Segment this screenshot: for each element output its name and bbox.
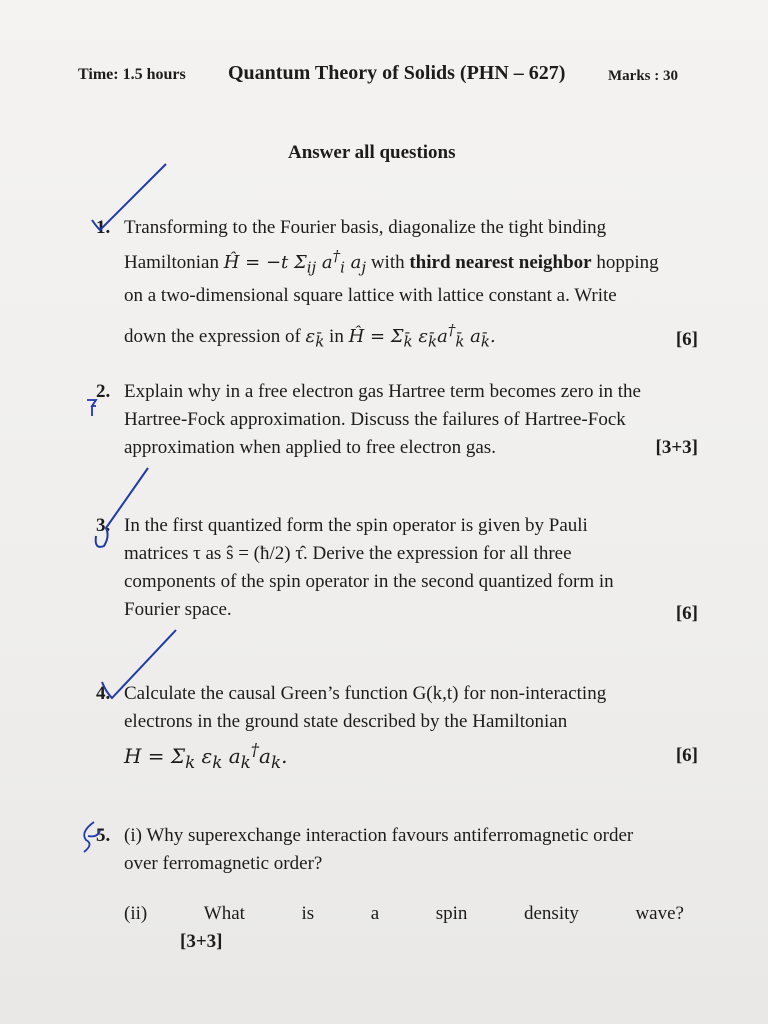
exam-duration: Time: 1.5 hours [78, 66, 186, 83]
question-number: 3. [96, 515, 111, 536]
total-marks: Marks : 30 [608, 68, 678, 84]
question-text: (ii) What is a spin density wave? [124, 903, 684, 924]
question-text: on a two-dimensional square lattice with lattice constant a. Write [124, 284, 617, 306]
math-expression: Ĥ = −t $\Sigma_{ij}$ $a^\dagger_i$ $a_j$ [223, 247, 367, 277]
question-text: Hartree-Fock approximation. Discuss the failures of Hartree-Fock [124, 409, 626, 430]
question-marks: [6] [675, 603, 698, 624]
question-marks: [6] [675, 745, 698, 766]
question-text: Explain why in a free electron gas Hartree term becomes zero in the [124, 381, 641, 402]
question-number: 1. [96, 217, 111, 238]
question-marks: [3+3] [655, 437, 698, 458]
question-number: 2. [96, 381, 111, 402]
course-title: Quantum Theory of Solids (PHN – 627) [228, 62, 566, 84]
text-segment: hopping [591, 252, 659, 273]
question-number: 5. [96, 825, 111, 846]
question-5 [96, 822, 704, 956]
question-4 [96, 680, 704, 777]
question-2 [96, 378, 704, 462]
question-text: electrons in the ground state described by the Hamiltonian [124, 711, 568, 732]
question-text: Fourier space. [124, 599, 232, 620]
emphasis-text: third nearest neighbor [409, 252, 592, 273]
math-expression: Ĥ = $\Sigma_{k̄}$ $\varepsilon_{k̄}a^\dagger_{k̄}$ $a_{k̄}$. [348, 320, 496, 351]
question-text: approximation when applied to free electron gas. [124, 437, 496, 458]
question-text: matrices τ as ŝ = (ħ/2) τ̂. Derive the expression for all three [124, 543, 572, 564]
math-expression: $\varepsilon_{k̄}$ [305, 325, 325, 351]
math-expression: $H = \Sigma_k$ $\varepsilon_k$ $a_k^\dagger a_k$. [124, 740, 288, 772]
question-text: over ferromagnetic order? [124, 853, 323, 874]
question-text: components of the spin operator in the second quantized form in [124, 571, 614, 592]
question-1 [96, 214, 704, 355]
text-segment: Hamiltonian [124, 252, 224, 273]
question-text: Transforming to the Fourier basis, diagonalize the tight binding [124, 217, 607, 238]
question-text: In the first quantized form the spin operator is given by Pauli [124, 515, 588, 536]
text-segment: with [366, 252, 410, 273]
text-segment: down the expression of [124, 325, 306, 347]
question-text: Calculate the causal Green’s function G(k,t) for non-interacting [124, 683, 607, 704]
question-text [124, 242, 704, 282]
question-marks: [6] [675, 329, 698, 350]
question-text [124, 736, 704, 777]
question-text [124, 316, 704, 356]
question-number: 4. [96, 683, 111, 704]
question-3 [96, 512, 704, 624]
exam-header [78, 62, 698, 92]
instruction: Answer all questions [288, 142, 456, 163]
question-marks: [3+3] [180, 931, 223, 952]
text-segment: in [324, 325, 349, 347]
question-text: (i) Why superexchange interaction favours antiferromagnetic order [124, 825, 634, 846]
